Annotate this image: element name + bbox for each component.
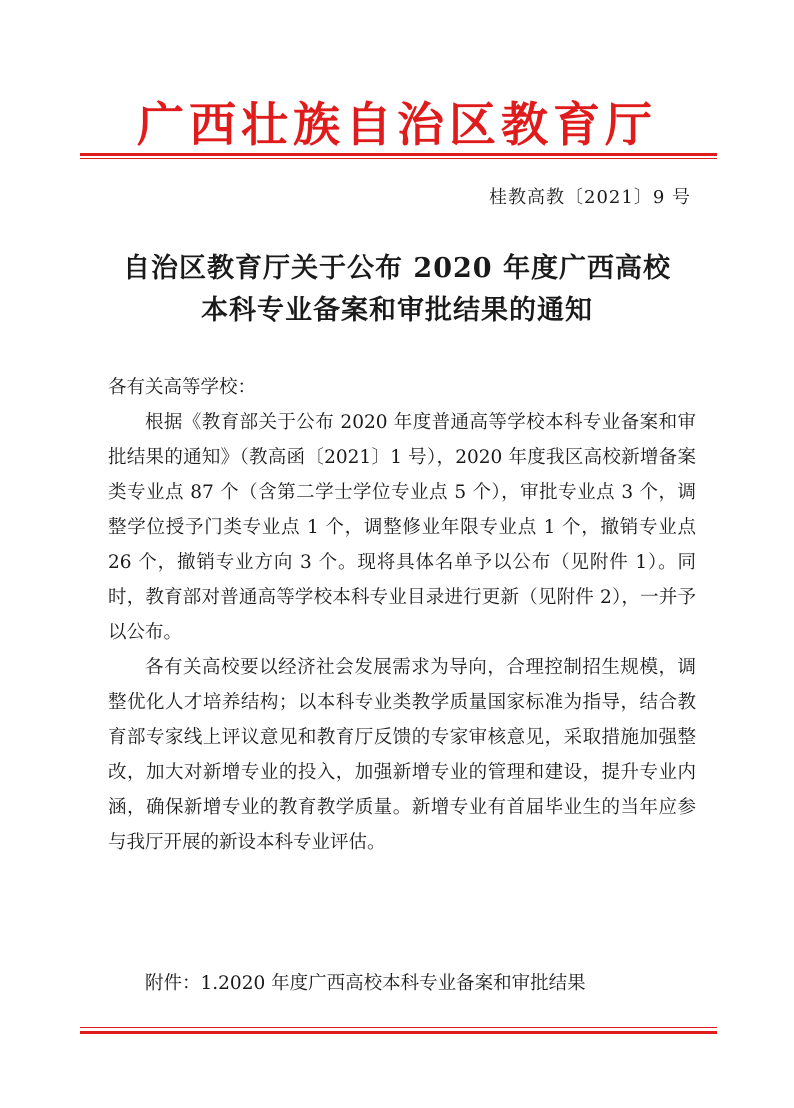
issuing-org-header: 广西壮族自治区教育厅 [137, 98, 657, 153]
document-title [0, 248, 794, 332]
salutation: 各有关高等学校： [108, 377, 257, 398]
body-paragraph-1: 根据《教育部关于公布 2020 年度普通高等学校本科专业备案和审批结果的通知》（教高函〔2021〕1 号），2020 年度我区高校新增备案类专业点 87 个（含第二学士学位专业点 5 个），审批专业点 3 个，调整学位授予门类专业点 1 个，调整修业年限专业点 1 个，撤销专业点 26 个，撤销专业方向 3 个。现将具体名单予以公布（见附件 1）。同时，教育部对普通高等学校本科专业目录进行更新（见附件 2），一并予以公布。 [108, 412, 696, 643]
document-body [108, 370, 696, 860]
footer-red-rule-thick [80, 1031, 717, 1034]
header-red-rule-thick [80, 153, 717, 156]
footer-red-rule-thin [80, 1027, 717, 1028]
body-paragraph-2: 各有关高校要以经济社会发展需求为导向，合理控制招生规模，调整优化人才培养结构；以本科专业类教学质量国家标准为指导，结合教育部专家线上评议意见和教育厅反馈的专家审核意见，采取措施加强整改，加大对新增专业的投入，加强新增专业的管理和建设，提升专业内涵，确保新增专业的教育教学质量。新增专业有首届毕业生的当年应参与我厅开展的新设本科专业评估。 [108, 657, 696, 853]
title-line-2: 本科专业备案和审批结果的通知 [201, 295, 593, 326]
title-line-1: 自治区教育厅关于公布 2020 年度广西高校 [123, 253, 671, 284]
document-number: 桂教高教〔2021〕9 号 [489, 187, 691, 208]
header-red-rule-thin [80, 158, 717, 159]
attachment-note: 附件：1.2020 年度广西高校本科专业备案和审批结果 [145, 973, 586, 994]
